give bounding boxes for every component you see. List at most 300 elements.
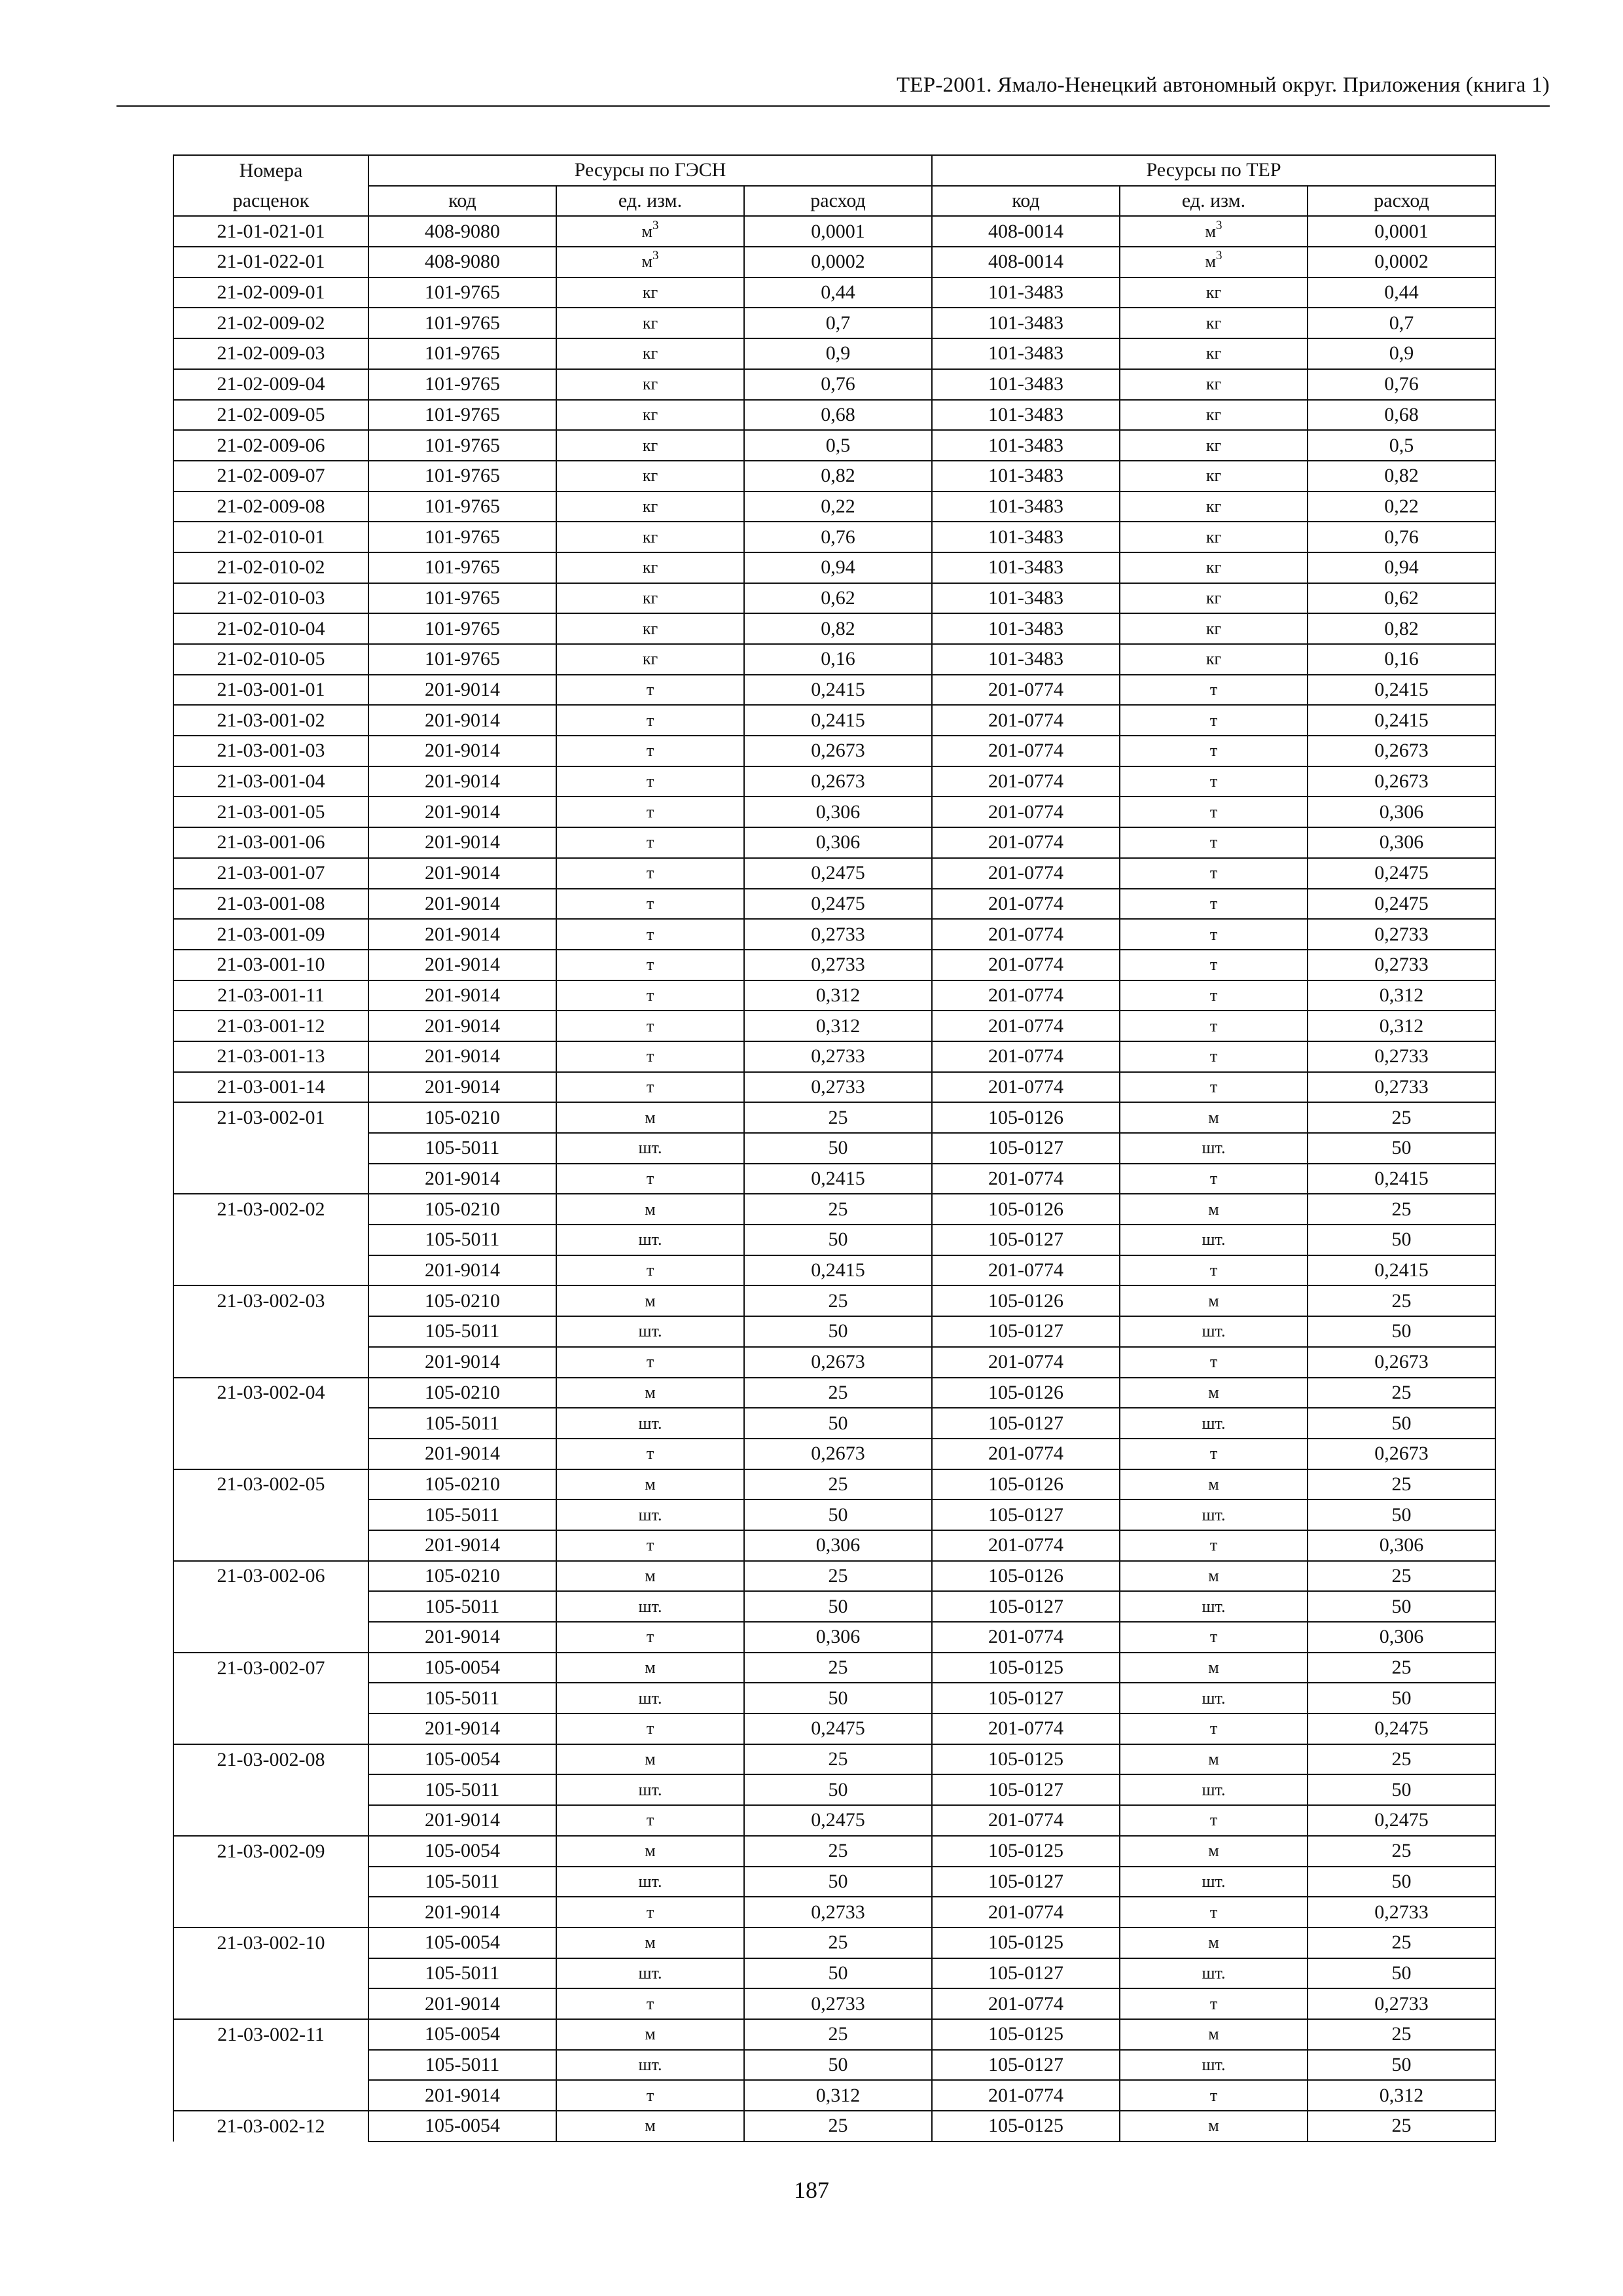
gesn-code-cell-text: 201-9014 [425, 984, 500, 1006]
gesn-unit-cell-text: м [645, 2116, 656, 2136]
ter-unit-cell [1120, 1653, 1308, 1683]
gesn-code-cell-text: 105-0210 [425, 1473, 500, 1495]
gesn-code-cell [368, 216, 556, 247]
rate-number-cell-empty [173, 1958, 368, 1989]
running-head: ТЕР-2001. Ямало-Ненецкий автономный округ. Приложения (книга 1) [897, 73, 1550, 97]
gesn-unit-cell-text: м [645, 1658, 656, 1677]
gesn-code-cell-text: 105-5011 [425, 1962, 500, 1984]
ter-unit-cell [1120, 1164, 1308, 1194]
ter-unit-cell [1120, 583, 1308, 614]
ter-code-cell-text: 105-0127 [988, 1229, 1063, 1251]
rate-number-cell-empty [173, 2050, 368, 2081]
gesn-code-cell [368, 1285, 556, 1316]
rate-number-cell [173, 1285, 368, 1316]
table-row [173, 1225, 1495, 1255]
ter-unit-cell-text: кг [1205, 527, 1222, 547]
gesn-unit-cell [556, 1653, 744, 1683]
gesn-qty-cell-text: 25 [828, 2115, 848, 2137]
gesn-qty-cell-text: 0,82 [821, 465, 855, 487]
ter-qty-cell-text: 50 [1391, 1595, 1412, 1617]
gesn-unit-cell-text: м [645, 1566, 656, 1585]
table-row [173, 1072, 1495, 1103]
gesn-code-cell-text: 105-5011 [425, 1503, 500, 1526]
gesn-qty-cell [744, 461, 932, 492]
ter-unit-cell [1120, 1622, 1308, 1653]
ter-unit-cell [1120, 369, 1308, 400]
rate-number-cell [173, 1561, 368, 1592]
rate-number-cell-text: 21-02-010-05 [217, 648, 325, 670]
ter-unit-cell [1120, 1255, 1308, 1286]
ter-code-cell [932, 1836, 1120, 1867]
rate-number-cell-empty [173, 1683, 368, 1713]
ter-code-cell [932, 1561, 1120, 1592]
rate-number-cell-empty [173, 1164, 368, 1194]
ter-code-cell-text: 105-0127 [988, 1687, 1063, 1709]
rate-number-cell-text: 21-03-002-06 [217, 1565, 325, 1587]
header-gesn-code: код [368, 186, 556, 217]
ter-qty-cell [1308, 919, 1495, 950]
gesn-code-cell-text: 105-5011 [425, 1870, 500, 1892]
table-row [173, 1194, 1495, 1225]
gesn-unit-cell [556, 552, 744, 583]
rate-number-cell-text: 21-02-009-03 [217, 342, 325, 365]
ter-unit-cell [1120, 613, 1308, 644]
ter-qty-cell [1308, 1683, 1495, 1713]
table-row [173, 1469, 1495, 1500]
gesn-code-cell [368, 308, 556, 338]
ter-qty-cell-text: 0,312 [1379, 2084, 1424, 2106]
ter-code-cell-text: 105-0125 [988, 2115, 1063, 2137]
ter-unit-cell [1120, 889, 1308, 920]
ter-code-cell-text: 201-0774 [988, 770, 1063, 793]
gesn-qty-cell [744, 1408, 932, 1439]
ter-qty-cell [1308, 1133, 1495, 1164]
rate-number-cell-text: 21-03-002-12 [217, 2115, 325, 2137]
ter-qty-cell-text: 0,2733 [1374, 923, 1429, 945]
gesn-qty-cell [744, 1713, 932, 1744]
table-row [173, 1102, 1495, 1133]
ter-qty-cell [1308, 1653, 1495, 1683]
ter-qty-cell [1308, 400, 1495, 431]
gesn-unit-cell-text: м [645, 1107, 656, 1127]
gesn-unit-cell [556, 1774, 744, 1805]
gesn-qty-cell [744, 950, 932, 980]
ter-unit-cell-text: м [1208, 1291, 1219, 1310]
ter-qty-cell [1308, 492, 1495, 522]
gesn-unit-cell [556, 705, 744, 736]
gesn-unit-cell [556, 2111, 744, 2142]
gesn-code-cell [368, 1867, 556, 1897]
ter-qty-cell [1308, 613, 1495, 644]
rate-number-cell-text: 21-03-001-01 [217, 679, 325, 701]
ter-code-cell [932, 1805, 1120, 1836]
gesn-qty-cell [744, 980, 932, 1011]
ter-code-cell [932, 1988, 1120, 2019]
ter-qty-cell-text: 0,2733 [1374, 954, 1429, 976]
ter-unit-cell [1120, 1988, 1308, 2019]
ter-qty-cell-text: 50 [1391, 1412, 1412, 1434]
gesn-qty-cell [744, 1133, 932, 1164]
table-body [173, 216, 1495, 2141]
gesn-code-cell-text: 101-9765 [425, 586, 500, 609]
ter-code-cell-text: 105-0126 [988, 1198, 1063, 1220]
gesn-unit-cell-text: т [646, 772, 654, 791]
gesn-code-cell-text: 101-9765 [425, 281, 500, 304]
rate-number-cell-empty [173, 1805, 368, 1836]
ter-unit-cell [1120, 400, 1308, 431]
ter-code-cell [932, 1347, 1120, 1378]
ter-code-cell-text: 105-0125 [988, 1840, 1063, 1862]
ter-code-cell [932, 1958, 1120, 1989]
ter-unit-cell-text: м [1208, 1474, 1219, 1494]
ter-qty-cell-text: 0,82 [1384, 617, 1419, 639]
gesn-unit-cell-text: т [646, 1077, 654, 1096]
table-row [173, 1408, 1495, 1439]
ter-qty-cell [1308, 522, 1495, 552]
ter-code-cell-text: 201-0774 [988, 679, 1063, 701]
gesn-unit-cell [556, 1530, 744, 1561]
ter-unit-cell [1120, 858, 1308, 889]
table-row [173, 1867, 1495, 1897]
gesn-qty-cell [744, 216, 932, 247]
rate-number-cell-text: 21-03-002-08 [217, 1748, 325, 1770]
gesn-code-cell [368, 1561, 556, 1592]
rate-number-cell [173, 766, 368, 797]
gesn-code-cell [368, 2080, 556, 2111]
ter-code-cell-text: 105-0127 [988, 1137, 1063, 1159]
rate-number-cell [173, 338, 368, 369]
ter-code-cell [932, 1285, 1120, 1316]
rate-number-cell-empty [173, 1774, 368, 1805]
ter-qty-cell [1308, 797, 1495, 827]
ter-unit-cell [1120, 1805, 1308, 1836]
ter-code-cell-text: 101-3483 [988, 281, 1063, 304]
ter-qty-cell [1308, 308, 1495, 338]
gesn-qty-cell [744, 1102, 932, 1133]
gesn-unit-cell-text: шт. [638, 1596, 662, 1616]
ter-qty-cell [1308, 1805, 1495, 1836]
gesn-qty-cell [744, 430, 932, 461]
gesn-unit-cell-text: шт. [638, 1413, 662, 1433]
ter-qty-cell-text: 50 [1391, 2053, 1412, 2075]
gesn-unit-cell [556, 1072, 744, 1103]
gesn-qty-cell-text: 0,306 [815, 1534, 861, 1556]
header-gesn-qty: расход [744, 186, 932, 217]
gesn-unit-cell [556, 1713, 744, 1744]
gesn-qty-cell-text: 0,62 [821, 586, 855, 609]
ter-code-cell-text: 201-0774 [988, 2084, 1063, 2106]
ter-qty-cell-text: 0,16 [1384, 648, 1419, 670]
gesn-qty-cell [744, 1836, 932, 1867]
ter-qty-cell [1308, 1469, 1495, 1500]
rate-number-cell-text: 21-03-002-04 [217, 1382, 325, 1404]
ter-qty-cell [1308, 1347, 1495, 1378]
ter-code-cell [932, 736, 1120, 766]
gesn-unit-cell [556, 2050, 744, 2081]
gesn-qty-cell [744, 675, 932, 706]
ter-qty-cell-text: 0,2733 [1374, 1992, 1429, 2015]
rate-number-cell-empty [173, 1255, 368, 1286]
gesn-code-cell-text: 201-9014 [425, 831, 500, 853]
gesn-qty-cell [744, 1774, 932, 1805]
gesn-code-cell [368, 1836, 556, 1867]
ter-code-cell-text: 101-3483 [988, 403, 1063, 425]
gesn-qty-cell-text: 0,2415 [811, 1259, 865, 1282]
ter-qty-cell [1308, 827, 1495, 858]
gesn-unit-cell [556, 2019, 744, 2050]
gesn-qty-cell [744, 338, 932, 369]
gesn-qty-cell-text: 0,2733 [811, 923, 865, 945]
table-row [173, 2111, 1495, 2142]
gesn-code-cell-text: 201-9014 [425, 923, 500, 945]
ter-code-cell-text: 201-0774 [988, 1168, 1063, 1190]
ter-code-cell [932, 1378, 1120, 1408]
rate-number-cell-empty [173, 1133, 368, 1164]
gesn-code-cell-text: 101-9765 [425, 526, 500, 548]
ter-unit-cell-text: кг [1205, 558, 1222, 577]
ter-code-cell [932, 1408, 1120, 1439]
gesn-qty-cell-text: 25 [828, 1657, 848, 1679]
gesn-unit-cell [556, 1225, 744, 1255]
ter-code-cell [932, 1683, 1120, 1713]
ter-code-cell-text: 101-3483 [988, 586, 1063, 609]
page-number: 187 [794, 2177, 829, 2203]
gesn-code-cell [368, 430, 556, 461]
gesn-unit-cell [556, 461, 744, 492]
table-row [173, 552, 1495, 583]
ter-qty-cell-text: 0,2733 [1374, 1075, 1429, 1098]
gesn-code-cell [368, 247, 556, 278]
ter-unit-cell-text: т [1209, 1016, 1218, 1035]
gesn-code-cell-text: 105-5011 [425, 1778, 500, 1801]
gesn-code-cell [368, 705, 556, 736]
gesn-code-cell [368, 552, 556, 583]
ter-qty-cell [1308, 338, 1495, 369]
ter-unit-cell-text: кг [1205, 649, 1222, 669]
gesn-unit-cell [556, 522, 744, 552]
ter-unit-cell-text: кг [1205, 374, 1222, 394]
gesn-code-cell-text: 105-0210 [425, 1289, 500, 1312]
gesn-code-cell [368, 2019, 556, 2050]
rate-number-cell-text: 21-02-010-03 [217, 586, 325, 609]
ter-code-cell-text: 101-3483 [988, 465, 1063, 487]
gesn-unit-cell [556, 247, 744, 278]
table-row [173, 613, 1495, 644]
ter-unit-cell [1120, 1774, 1308, 1805]
gesn-code-cell [368, 2050, 556, 2081]
ter-unit-cell [1120, 1225, 1308, 1255]
ter-code-cell [932, 1225, 1120, 1255]
gesn-unit-cell [556, 644, 744, 675]
ter-unit-cell-text: т [1209, 1902, 1218, 1922]
rate-number-cell [173, 1744, 368, 1775]
ter-unit-cell [1120, 1102, 1308, 1133]
ter-qty-cell-text: 0,5 [1389, 434, 1414, 456]
gesn-unit-cell [556, 1958, 744, 1989]
ter-code-cell [932, 552, 1120, 583]
gesn-qty-cell [744, 858, 932, 889]
rate-number-cell-text: 21-03-002-09 [217, 1840, 325, 1862]
table-header [173, 155, 1495, 216]
gesn-qty-cell-text: 0,2475 [811, 1717, 865, 1740]
ter-code-cell-text: 101-3483 [988, 495, 1063, 517]
gesn-unit-cell-text: т [646, 893, 654, 913]
gesn-unit-cell-text: шт. [638, 2054, 662, 2074]
rate-number-cell [173, 919, 368, 950]
ter-unit-cell-text: кг [1205, 496, 1222, 516]
ter-code-cell-text: 105-0127 [988, 1962, 1063, 1984]
table-row [173, 980, 1495, 1011]
ter-code-cell-text: 201-0774 [988, 923, 1063, 945]
gesn-qty-cell [744, 583, 932, 614]
gesn-unit-cell-text: т [646, 1994, 654, 2013]
ter-qty-cell [1308, 369, 1495, 400]
ter-unit-cell [1120, 461, 1308, 492]
gesn-code-cell-text: 105-5011 [425, 1687, 500, 1709]
gesn-unit-cell [556, 400, 744, 431]
gesn-qty-cell [744, 889, 932, 920]
gesn-unit-cell-text: кг [642, 435, 658, 455]
ter-unit-cell [1120, 1011, 1308, 1041]
ter-qty-cell-text: 0,0002 [1374, 251, 1429, 273]
ter-qty-cell-text: 0,2673 [1374, 1443, 1429, 1465]
gesn-qty-cell-text: 0,2415 [811, 1168, 865, 1190]
ter-unit-cell [1120, 1316, 1308, 1347]
ter-unit-cell-text: шт. [1202, 1871, 1226, 1891]
gesn-code-cell-text: 105-0054 [425, 1840, 500, 1862]
ter-qty-cell [1308, 2019, 1495, 2050]
gesn-qty-cell-text: 0,2673 [811, 740, 865, 762]
gesn-qty-cell-text: 0,2673 [811, 1443, 865, 1465]
ter-qty-cell-text: 50 [1391, 1778, 1412, 1801]
gesn-qty-cell [744, 1011, 932, 1041]
gesn-qty-cell-text: 0,94 [821, 556, 855, 579]
ter-unit-cell [1120, 736, 1308, 766]
ter-unit-cell-text: т [1209, 833, 1218, 852]
gesn-unit-cell-text: шт. [638, 1505, 662, 1524]
gesn-code-cell-text: 101-9765 [425, 403, 500, 425]
table-row [173, 369, 1495, 400]
ter-unit-cell-text: м [1205, 252, 1216, 272]
ter-code-cell-text: 101-3483 [988, 556, 1063, 579]
ter-unit-cell-text: т [1209, 1994, 1218, 2013]
ter-unit-cell-text: кг [1205, 313, 1222, 332]
ter-unit-cell-text: м [1208, 1841, 1219, 1861]
ter-unit-cell [1120, 1041, 1308, 1072]
gesn-unit-cell [556, 613, 744, 644]
ter-code-cell [932, 2050, 1120, 2081]
ter-unit-cell-text: т [1209, 802, 1218, 821]
gesn-code-cell-text: 101-9765 [425, 434, 500, 456]
gesn-qty-cell [744, 1041, 932, 1072]
ter-code-cell-text: 201-0774 [988, 1075, 1063, 1098]
ter-code-cell [932, 400, 1120, 431]
ter-qty-cell-text: 50 [1391, 1687, 1412, 1709]
table-row [173, 1164, 1495, 1194]
gesn-unit-cell [556, 675, 744, 706]
ter-unit-cell-text: м [1208, 1566, 1219, 1585]
rate-number-cell [173, 369, 368, 400]
ter-unit-cell-text: м [1208, 1658, 1219, 1677]
rate-number-cell [173, 492, 368, 522]
ter-unit-cell [1120, 980, 1308, 1011]
gesn-code-cell-text: 201-9014 [425, 954, 500, 976]
header-ter-group: Ресурсы по ТЕР [932, 155, 1495, 186]
gesn-code-cell-text: 201-9014 [425, 1075, 500, 1098]
gesn-qty-cell-text: 0,312 [815, 984, 861, 1006]
gesn-unit-cell-text: т [646, 863, 654, 883]
ter-unit-cell-text: т [1209, 1261, 1218, 1280]
ter-unit-cell-text: шт. [1202, 1505, 1226, 1524]
ter-code-cell [932, 950, 1120, 980]
gesn-qty-cell [744, 919, 932, 950]
ter-unit-cell [1120, 338, 1308, 369]
ter-code-cell [932, 613, 1120, 644]
gesn-code-cell-text: 201-9014 [425, 1014, 500, 1037]
ter-qty-cell [1308, 1530, 1495, 1561]
ter-qty-cell [1308, 1102, 1495, 1133]
ter-code-cell [932, 766, 1120, 797]
ter-unit-cell [1120, 1958, 1308, 1989]
ter-qty-cell [1308, 1255, 1495, 1286]
gesn-unit-cell [556, 1194, 744, 1225]
rate-number-cell [173, 644, 368, 675]
rate-number-cell [173, 2019, 368, 2050]
table-row [173, 1897, 1495, 1928]
gesn-qty-cell-text: 50 [828, 1778, 848, 1801]
ter-code-cell [932, 338, 1120, 369]
gesn-qty-cell-text: 0,5 [825, 434, 851, 456]
gesn-unit-cell [556, 1805, 744, 1836]
gesn-code-cell-text: 105-0054 [425, 1748, 500, 1770]
gesn-unit-cell-text: т [646, 710, 654, 730]
unit-exponent: 3 [652, 249, 659, 263]
gesn-unit-cell [556, 858, 744, 889]
ter-qty-cell-text: 0,312 [1379, 1014, 1424, 1037]
ter-code-cell-text: 105-0127 [988, 1870, 1063, 1892]
gesn-qty-cell-text: 0,2673 [811, 770, 865, 793]
ter-qty-cell [1308, 1499, 1495, 1530]
ter-unit-cell [1120, 1408, 1308, 1439]
rate-number-cell [173, 980, 368, 1011]
gesn-unit-cell-text: м [645, 1749, 656, 1769]
gesn-unit-cell-text: м [645, 1841, 656, 1861]
gesn-unit-cell-text: шт. [638, 1321, 662, 1341]
ter-code-cell [932, 369, 1120, 400]
ter-qty-cell [1308, 1988, 1495, 2019]
table-row [173, 1499, 1495, 1530]
ter-code-cell-text: 201-0774 [988, 800, 1063, 823]
gesn-unit-cell-text: т [646, 924, 654, 944]
ter-code-cell [932, 1591, 1120, 1622]
ter-unit-cell [1120, 308, 1308, 338]
rate-number-cell-text: 21-02-009-01 [217, 281, 325, 304]
gesn-unit-cell-text: т [646, 833, 654, 852]
ter-qty-cell-text: 50 [1391, 1962, 1412, 1984]
ter-qty-cell [1308, 1408, 1495, 1439]
ter-code-cell [932, 461, 1120, 492]
table-row [173, 1347, 1495, 1378]
ter-unit-cell-text: т [1209, 680, 1218, 700]
rate-number-cell-empty [173, 1988, 368, 2019]
gesn-qty-cell-text: 0,2733 [811, 1045, 865, 1067]
gesn-code-cell [368, 1713, 556, 1744]
table-row [173, 1988, 1495, 2019]
ter-code-cell [932, 644, 1120, 675]
rate-number-cell [173, 889, 368, 920]
gesn-qty-cell-text: 25 [828, 1381, 848, 1403]
rate-number-cell [173, 1194, 368, 1225]
